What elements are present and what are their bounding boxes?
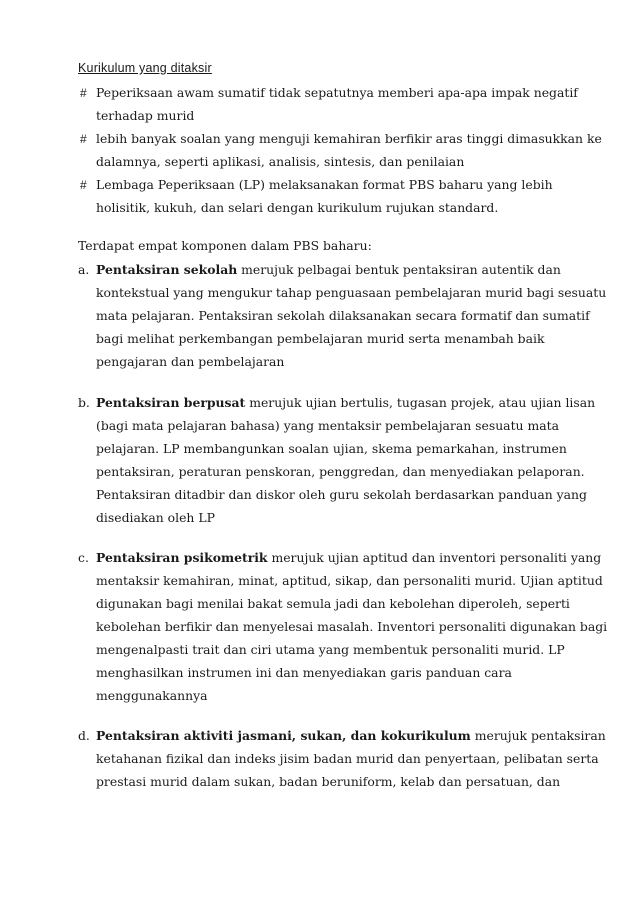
item-marker: b. [78, 395, 90, 410]
item-line: mata pelajaran. Pentaksiran sekolah dilaksanakan secara formatif dan sumatif [96, 308, 590, 323]
item-text: merujuk pentaksiran [470, 728, 606, 743]
bullet-line: lebih banyak soalan yang menguji kemahiran berfikir aras tinggi dimasukkan ke [96, 131, 602, 146]
item-line: pentaksiran, peraturan penskoran, penggredan, dan menyediakan pelaporan. [96, 464, 585, 479]
item-term: Pentaksiran aktiviti jasmani, sukan, dan kokurikulum [96, 728, 471, 743]
item-line: Pentaksiran ditadbir dan diskor oleh guru sekolah berdasarkan panduan yang [96, 487, 587, 502]
item-first-line [96, 262, 561, 278]
item-term: Pentaksiran berpusat [96, 395, 246, 410]
item-first-line [96, 550, 601, 566]
item-line: kebolehan berfikir dan menyelesai masalah. Inventori personaliti digunakan bagi [96, 619, 608, 634]
item-line: menggunakannya [96, 688, 208, 703]
bullet-marker: # [80, 86, 87, 100]
item-line: pelajaran. LP membangunkan soalan ujian, skema pemarkahan, instrumen [96, 441, 567, 456]
section-heading: Kurikulum yang ditaksir [78, 61, 212, 75]
item-term: Pentaksiran psikometrik [96, 550, 268, 565]
item-line: pengajaran dan pembelajaran [96, 354, 285, 369]
item-marker: c. [78, 550, 89, 565]
item-line: bagi melihat perkembangan pembelajaran murid serta menambah baik [96, 331, 545, 346]
item-line: mengenalpasti trait dan ciri utama yang membentuk personaliti murid. LP [96, 642, 565, 657]
bullet-line: Peperiksaan awam sumatif tidak sepatutnya memberi apa-apa impak negatif [96, 85, 578, 100]
item-line: (bagi mata pelajaran bahasa) yang mentaksir pembelajaran sesuatu mata [96, 418, 559, 433]
item-text: merujuk ujian aptitud dan inventori personaliti yang [267, 550, 602, 565]
item-term: Pentaksiran sekolah [96, 262, 238, 277]
item-line: digunakan bagi menilai bakat semula jadi dan kebolehan diperoleh, seperti [96, 596, 570, 611]
bullet-line: terhadap murid [96, 108, 195, 123]
item-line: ketahanan fizikal dan indeks jisim badan murid dan penyertaan, pelibatan serta [96, 751, 599, 766]
item-text: merujuk pelbagai bentuk pentaksiran autentik dan [237, 262, 561, 277]
bullet-line: Lembaga Peperiksaan (LP) melaksanakan format PBS baharu yang lebih [96, 177, 553, 192]
bullet-line: holisitik, kukuh, dan selari dengan kurikulum rujukan standard. [96, 200, 499, 215]
item-line: prestasi murid dalam sukan, badan beruniform, kelab dan persatuan, dan [96, 774, 561, 789]
bullet-marker: # [80, 178, 87, 192]
intro-text: Terdapat empat komponen dalam PBS baharu: [78, 238, 372, 253]
item-line: menghasilkan instrumen ini dan menyediakan garis panduan cara [96, 665, 512, 680]
item-line: kontekstual yang mengukur tahap penguasaan pembelajaran murid bagi sesuatu [96, 285, 607, 300]
item-line: mentaksir kemahiran, minat, aptitud, sikap, dan personaliti murid. Ujian aptitud [96, 573, 603, 588]
item-marker: a. [78, 262, 90, 277]
item-first-line [96, 728, 606, 744]
item-line: disediakan oleh LP [96, 510, 215, 525]
bullet-marker: # [80, 132, 87, 146]
bullet-line: dalamnya, seperti aplikasi, analisis, sintesis, dan penilaian [96, 154, 465, 169]
item-first-line [96, 395, 595, 411]
item-marker: d. [78, 728, 90, 743]
item-text: merujuk ujian bertulis, tugasan projek, atau ujian lisan [245, 395, 596, 410]
